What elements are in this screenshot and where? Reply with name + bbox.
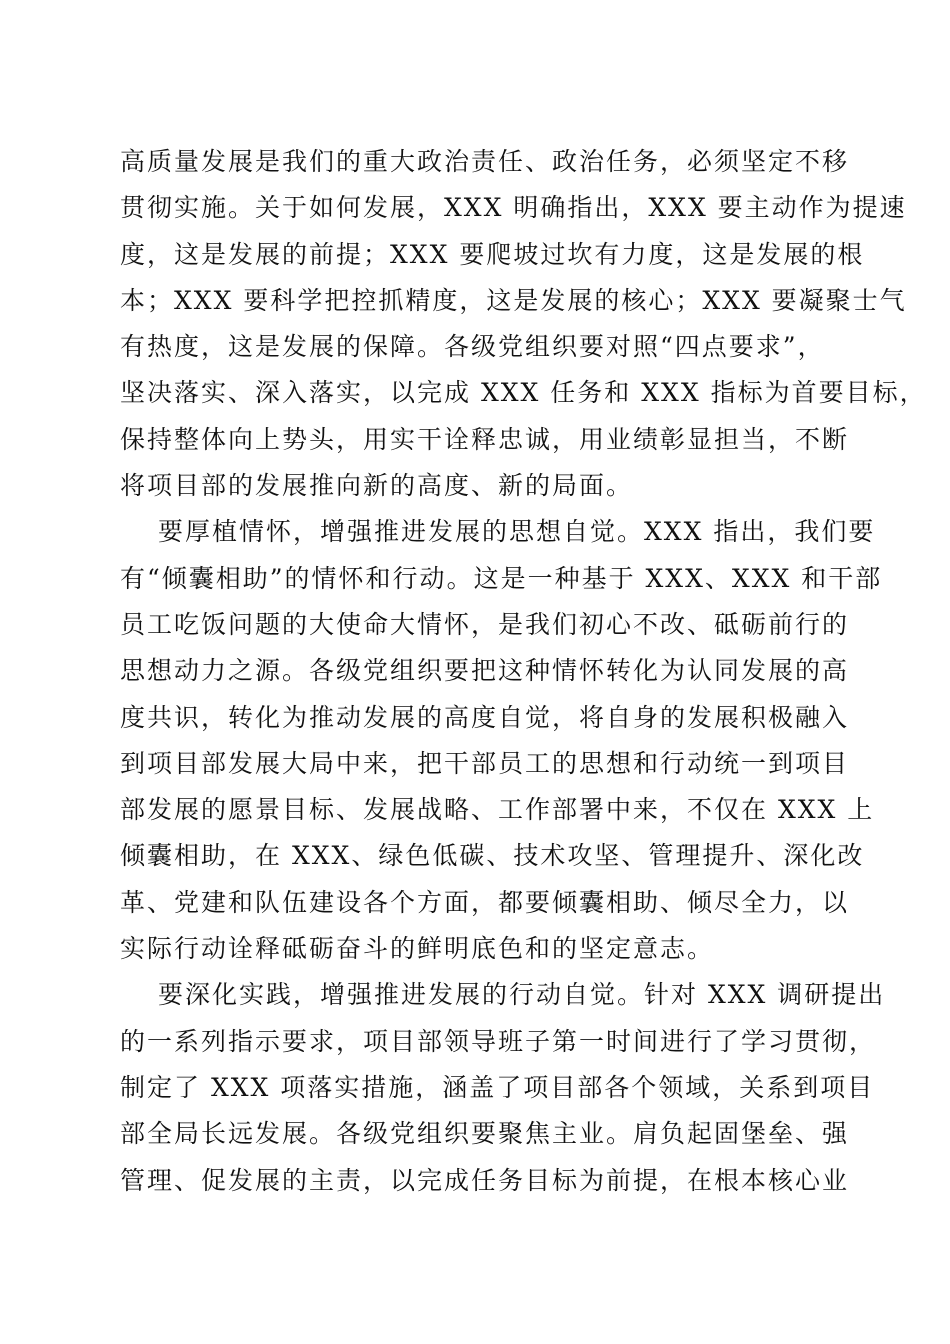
paragraph-line: 员工吃饭问题的大使命大情怀，是我们初心不改、砥砺前行的 [120, 609, 850, 639]
paragraph-line: 部全局长远发展。各级党组织要聚焦主业。肩负起固堡垒、强 [120, 1119, 850, 1149]
paragraph-line: 制定了 XXX 项落实措施，涵盖了项目部各个领域，关系到项目 [120, 1072, 875, 1102]
paragraph-line: 到项目部发展大局中来，把干部员工的思想和行动统一到项目 [120, 748, 850, 778]
paragraph-line: 革、党建和队伍建设各个方面，都要倾囊相助、倾尽全力，以 [120, 887, 850, 917]
paragraph-line: 有“倾囊相助”的情怀和行动。这是一种基于 XXX、XXX 和干部 [120, 563, 883, 593]
paragraph-line: 贯彻实施。关于如何发展，XXX 明确指出，XXX 要主动作为提速 [120, 193, 907, 223]
paragraph-line: 度共识，转化为推动发展的高度自觉，将自身的发展积极融入 [120, 702, 850, 732]
paragraph-1 [120, 139, 927, 509]
paragraph-line: 度，这是发展的前提；XXX 要爬坡过坎有力度，这是发展的根 [120, 239, 865, 269]
paragraph-line: 坚决落实、深入落实，以完成 XXX 任务和 XXX 指标为首要目标， [120, 378, 927, 408]
paragraph-first-line: 要深化实践，增强推进发展的行动自觉。针对 XXX 调研提出 [158, 980, 886, 1010]
paragraph-line: 部发展的愿景目标、发展战略、工作部署中来，不仅在 XXX 上 [120, 795, 875, 825]
paragraph-line: 倾囊相助，在 XXX、绿色低碳、技术攻坚、管理提升、深化改 [120, 841, 865, 871]
paragraph-line: 本；XXX 要科学把控抓精度，这是发展的核心；XXX 要凝聚士气 [120, 285, 907, 315]
paragraph-line: 将项目部的发展推向新的高度、新的局面。 [120, 471, 634, 501]
paragraph-line: 实际行动诠释砥砺奋斗的鲜明底色和的坚定意志。 [120, 934, 715, 964]
paragraph-line: 管理、促发展的主责，以完成任务目标为前提，在根本核心业 [120, 1165, 850, 1195]
paragraph-first-line: 要厚植情怀，增强推进发展的思想自觉。XXX 指出，我们要 [158, 517, 876, 547]
paragraph-3 [120, 972, 886, 1203]
paragraph-line: 思想动力之源。各级党组织要把这种情怀转化为认同发展的高 [120, 656, 850, 686]
paragraph-line: 保持整体向上势头，用实干诠释忠诚，用业绩彰显担当，不断 [120, 424, 850, 454]
paragraph-line: 的一系列指示要求，项目部领导班子第一时间进行了学习贯彻， [120, 1026, 877, 1056]
paragraph-2 [120, 509, 883, 972]
document-body [120, 139, 927, 1204]
paragraph-line: 高质量发展是我们的重大政治责任、政治任务，必须坚定不移 [120, 147, 850, 176]
paragraph-line: 有热度，这是发展的保障。各级党组织要对照“四点要求”， [120, 332, 825, 362]
